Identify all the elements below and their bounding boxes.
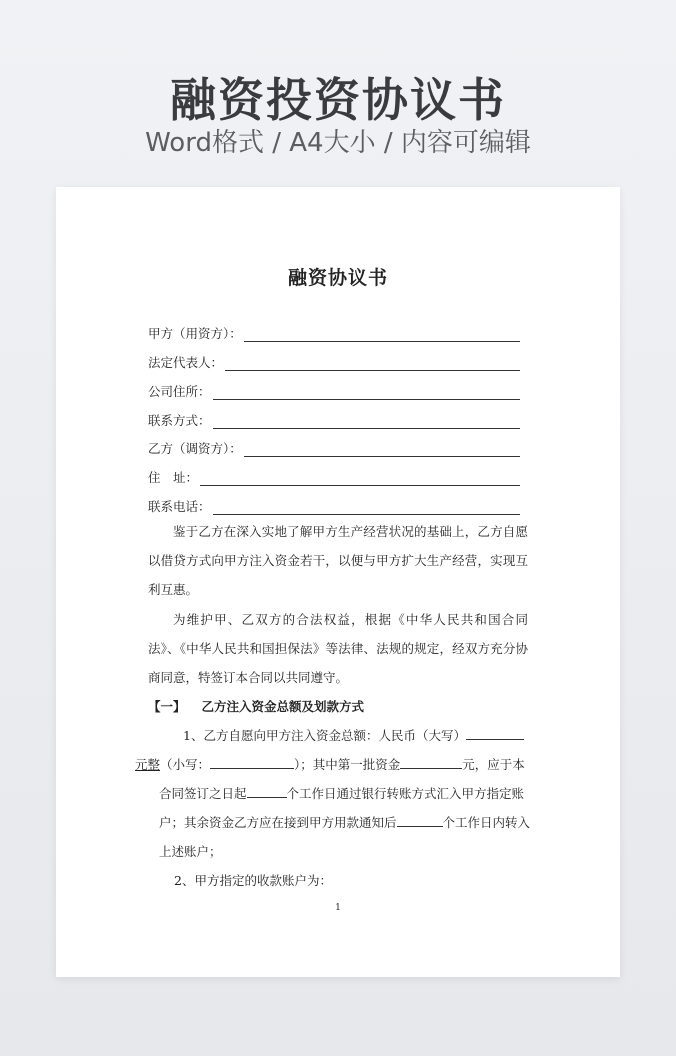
section-heading (148, 697, 364, 715)
clause-1 (135, 721, 531, 866)
blank-amount-figures[interactable] (210, 756, 294, 769)
field-label: 乙方（调资方）： (148, 441, 242, 456)
page-number: 1 (335, 903, 341, 913)
clause-2: 2、甲方指定的收款账户为： (174, 873, 332, 888)
clause-text: 元，应于本合同签订之日起 (159, 757, 525, 801)
document-title: 融资协议书 (287, 267, 388, 289)
hero-subtitle: Word格式 / A4大小 / 内容可编辑 (145, 128, 531, 158)
field-company-address (148, 380, 520, 400)
clause-text: 个工作日内转入上述账户； (159, 815, 531, 859)
blank-days-1[interactable] (247, 785, 287, 798)
document-page (56, 187, 620, 977)
field-label: 联系方式： (148, 413, 211, 428)
clause-text: ）；其中第一批资金 (294, 757, 401, 772)
field-phone (148, 495, 520, 515)
fill-line[interactable] (200, 471, 520, 486)
field-legal-rep (148, 351, 520, 371)
fill-line[interactable] (213, 500, 520, 515)
fill-line[interactable] (225, 356, 520, 371)
paragraph-legal-basis: 为维护甲、乙双方的合法权益，根据《中华人民共和国合同法》、《中华人民共和国担保法》等法律、法规的规定，经双方充分协商同意，特签订本合同以共同遵守。 (148, 612, 528, 685)
fill-line[interactable] (213, 414, 520, 429)
field-label: 住 址： (148, 470, 199, 485)
blank-first-batch[interactable] (400, 756, 462, 769)
fill-line[interactable] (244, 327, 520, 342)
clause-text: 1、乙方自愿向甲方注入资金总额：人民币（大写） (183, 728, 466, 743)
fill-line[interactable] (244, 442, 520, 457)
field-label: 甲方（用资方）： (148, 326, 242, 341)
section-number: 【一】 (148, 699, 186, 714)
field-label: 法定代表人： (148, 355, 224, 370)
field-label: 公司住所： (148, 384, 211, 399)
clause-text: 个工作日通过银行转账方式汇入甲方指定账户；其余资金乙方应在接到甲方用款通知后 (159, 786, 525, 830)
clause-text: 元整 (135, 757, 161, 772)
hero-title: 融资投资协议书 (170, 73, 506, 127)
field-contact (148, 409, 520, 429)
clause-text: （小写： (160, 757, 211, 772)
field-party-a (148, 322, 520, 342)
field-label: 联系电话： (148, 499, 211, 514)
fill-line[interactable] (213, 385, 520, 400)
blank-amount-words[interactable] (466, 727, 524, 740)
field-party-b (148, 437, 520, 457)
section-title: 乙方注入资金总额及划款方式 (201, 699, 365, 714)
blank-days-2[interactable] (397, 814, 443, 827)
paragraph-preamble: 鉴于乙方在深入实地了解甲方生产经营状况的基础上，乙方自愿以借贷方式向甲方注入资金若干，以便与甲方扩大生产经营，实现互利互惠。 (148, 524, 528, 597)
field-address (148, 466, 520, 486)
